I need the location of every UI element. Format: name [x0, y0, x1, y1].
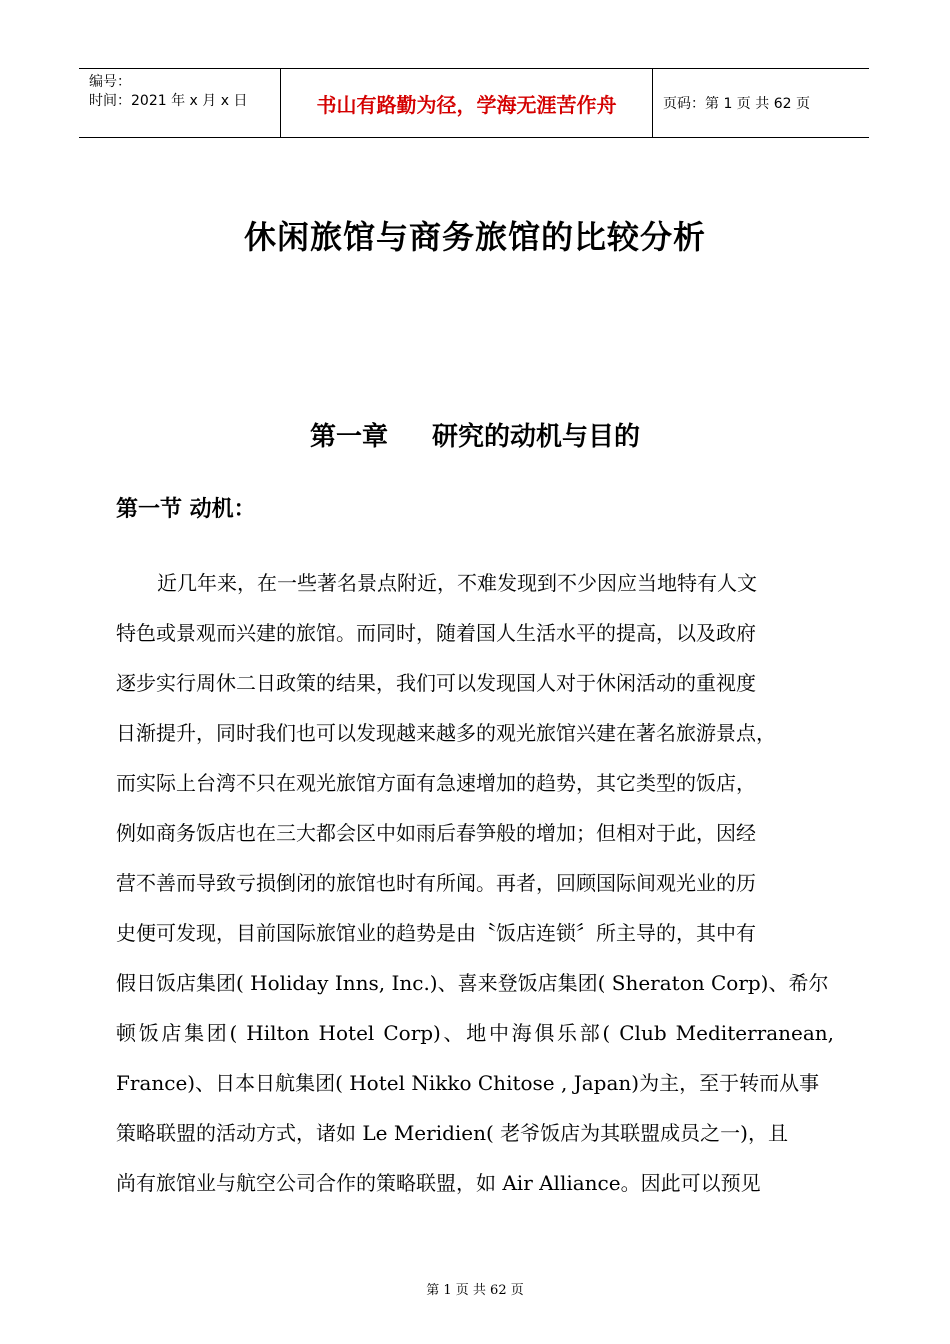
paragraph-line: 史便可发现，目前国际旅馆业的趋势是由〝饭店连锁〞所主导的，其中有 — [116, 921, 756, 945]
document-number-label: 编号： — [89, 74, 131, 90]
chapter-heading — [0, 416, 950, 453]
document-time-label: 时间：2021 年 x 月 x 日 — [89, 93, 248, 109]
paragraph-line: 假日饭店集团( Holiday Inns, Inc.)、喜来登饭店集团( Sheraton Corp)、希尔 — [116, 971, 829, 995]
paragraph-line: 日渐提升，同时我们也可以发现越来越多的观光旅馆兴建在著名旅游景点， — [116, 721, 776, 745]
header-motto: 书山有路勤为径，学海无涯苦作舟 — [280, 69, 653, 137]
paragraph-line: 特色或景观而兴建的旅馆。而同时，随着国人生活水平的提高，以及政府 — [116, 621, 756, 645]
header-page-info: 页码：第 1 页 共 62 页 — [663, 96, 810, 112]
header-table — [79, 68, 869, 138]
body-paragraph — [116, 566, 834, 1216]
paragraph-line: 营不善而导致亏损倒闭的旅馆也时有所闻。再者，回顾国际间观光业的历 — [116, 871, 756, 895]
paragraph-line: France)、日本日航集团( Hotel Nikko Chitose , Japan)为主，至于转而从事 — [116, 1071, 820, 1095]
paragraph-line: 而实际上台湾不只在观光旅馆方面有急速增加的趋势，其它类型的饭店， — [116, 771, 756, 795]
paragraph-line: 近几年来，在一些著名景点附近，不难发现到不少因应当地特有人文 — [157, 571, 757, 595]
section-heading: 第一节 动机： — [116, 497, 256, 522]
paragraph-line: 例如商务饭店也在三大都会区中如雨后春笋般的增加；但相对于此，因经 — [116, 821, 756, 845]
paragraph-line: 尚有旅馆业与航空公司合作的策略联盟，如 Air Alliance。因此可以预见 — [116, 1171, 761, 1195]
page-footer: 第 1 页 共 62 页 — [426, 1283, 524, 1298]
paragraph-line: 顿饭店集团( Hilton Hotel Corp)、地中海俱乐部( Club Mediterranean, — [116, 1021, 834, 1045]
document-title: 休闲旅馆与商务旅馆的比较分析 — [243, 218, 706, 256]
header-meta-cell — [79, 69, 280, 137]
paragraph-line: 逐步实行周休二日政策的结果，我们可以发现国人对于休闲活动的重视度 — [116, 671, 756, 695]
paragraph-line: 策略联盟的活动方式，诸如 Le Meridien( 老爷饭店为其联盟成员之一)，且 — [116, 1121, 788, 1145]
chapter-name: 研究的动机与目的 — [432, 422, 641, 452]
chapter-number: 第一章 — [309, 422, 388, 452]
